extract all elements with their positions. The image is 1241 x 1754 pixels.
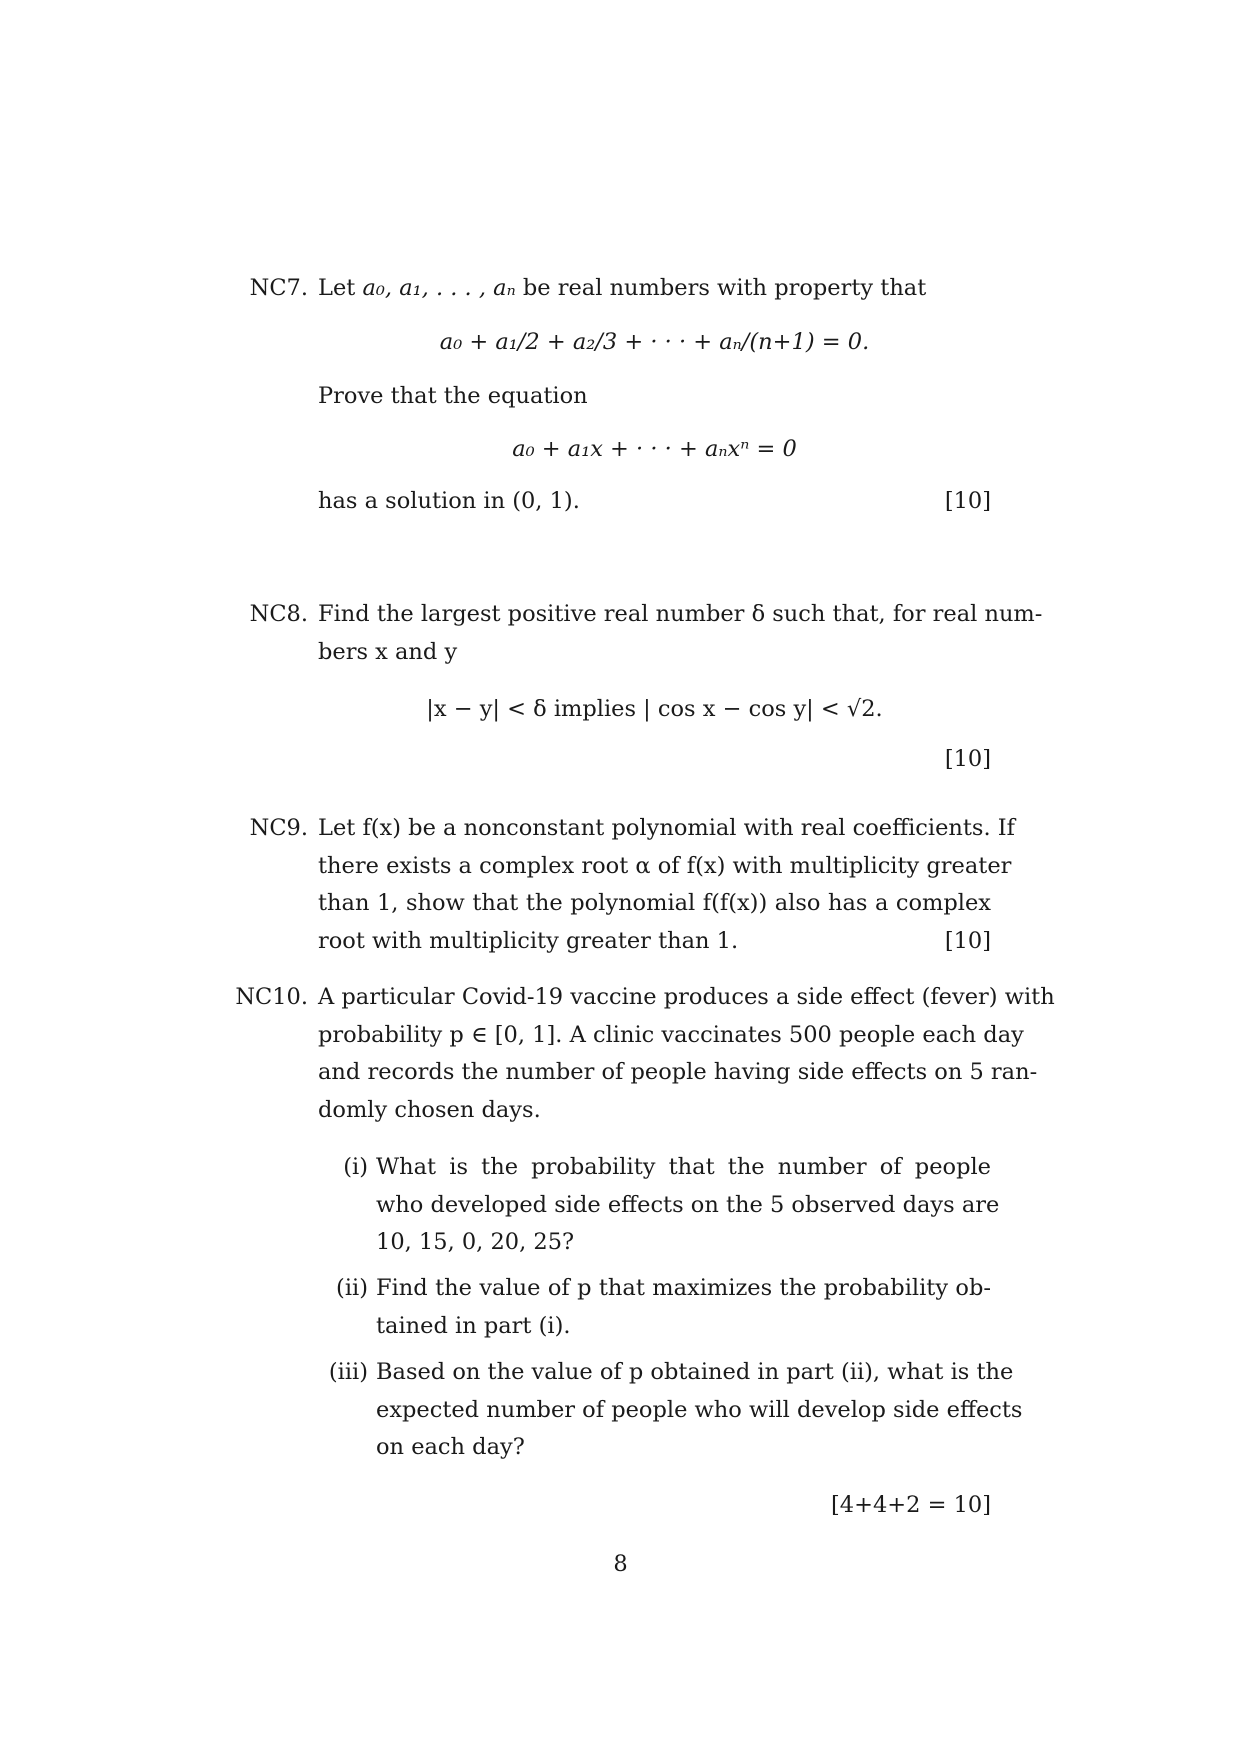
problem-nc7 [249,270,991,521]
problem-text: Let a₀, a₁, . . . , aₙ be real numbers with property that [318,275,927,301]
marks: [4+4+2 = 10] [831,1492,991,1518]
sub-question-ii [336,1270,991,1345]
sub-question-iii [328,1354,1023,1467]
problem-text: Prove that the equation [318,382,588,409]
display-equation [318,308,991,376]
sub-question-i [343,1149,1000,1262]
equation-text: a₀ + a₁x + · · · + aₙxⁿ = 0 [512,436,797,462]
sub-question-text: expected number of people who will develop side effects [376,1396,1023,1423]
math-sequence: a₀, a₁, . . . , aₙ [362,275,516,301]
problem-text: domly chosen days. [318,1096,541,1123]
sub-question-text: who developed side effects on the 5 observed days are [376,1191,1000,1218]
sub-question-label: (i) [343,1154,368,1180]
marks: [10] [944,746,991,772]
sub-question-label: (iii) [328,1359,368,1385]
marks: [10] [944,927,991,954]
problem-text: there exists a complex root α of f(x) with multiplicity greater [318,852,1012,879]
problem-text-row: root with multiplicity greater than 1. [10] [318,923,991,961]
equation-text: |x − y| < δ implies | cos x − cos y| < √2. [426,696,883,722]
problem-text-row: has a solution in (0, 1). [10] [318,483,991,521]
display-equation [318,415,991,483]
problem-text: Let f(x) be a nonconstant polynomial with real coefficients. If [318,815,1015,841]
sub-question-text: Based on the value of p obtained in part (ii), what is the [376,1359,1014,1385]
problem-text: than 1, show that the polynomial f(f(x)) also has a complex [318,890,991,916]
sub-question-text: on each day? [376,1434,525,1460]
problem-text: bers x and y [318,638,458,665]
marks: [10] [944,488,991,514]
problem-nc10 [235,979,1055,1525]
problem-label: NC10. [235,984,308,1010]
problem-text: Find the largest positive real number δ such that, for real num- [318,601,1043,627]
display-equation [318,677,991,741]
sub-question-text: What is the probability that the number of people [376,1154,991,1180]
problem-text: probability p ∈ [0, 1]. A clinic vaccinates 500 people each day [318,1021,1024,1048]
sub-question-text: Find the value of p that maximizes the probability ob- [376,1275,991,1301]
sub-question-text: tained in part (i). [376,1312,571,1339]
problem-label: NC8. [249,601,308,627]
problem-text: A particular Covid-19 vaccine produces a side effect (fever) with [318,984,1055,1010]
marks-row [318,741,991,779]
sub-question-label: (ii) [336,1275,368,1301]
equation-text: a₀ + a₁/2 + a₂/3 + · · · + aₙ/(n+1) = 0. [439,328,870,355]
problem-label: NC7. [249,275,308,301]
problem-label: NC9. [249,815,308,841]
problem-nc8 [249,596,1043,779]
marks-row [831,1487,991,1525]
problem-nc9 [249,810,1015,960]
page-number: 8 [613,1551,628,1577]
problem-text: and records the number of people having side effects on 5 ran- [318,1059,1038,1085]
sub-question-text: 10, 15, 0, 20, 25? [376,1229,575,1255]
